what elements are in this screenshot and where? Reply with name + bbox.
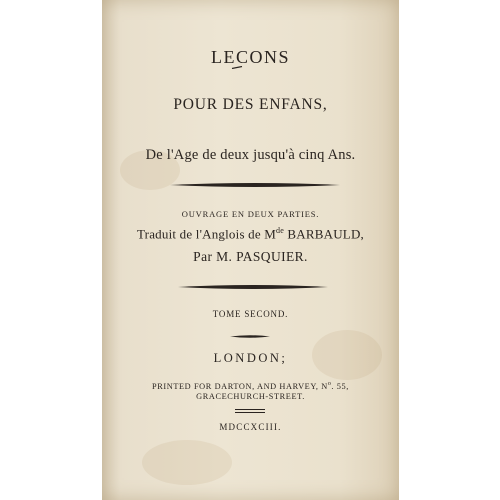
printer-number: . 55, (331, 381, 349, 391)
age-line: De l'Age de deux jusqu'à cinq Ans. (145, 147, 356, 163)
volume-line: TOME SECOND. (212, 309, 289, 319)
author-line: Par M. PASQUIER. (193, 249, 308, 264)
ornamental-rule (170, 181, 340, 189)
work-line: OUVRAGE EN DEUX PARTIES. (181, 209, 320, 219)
translator-prefix: Traduit de l'Anglois de M (137, 226, 277, 242)
book-title: LECONS (210, 47, 290, 67)
printer-superscript: o (327, 381, 332, 387)
ornamental-rule (178, 283, 328, 291)
translator-line (102, 227, 399, 240)
title-page (102, 0, 399, 500)
short-rule (230, 334, 270, 339)
place-line: LONDON; (213, 351, 288, 365)
printer-prefix: PRINTED FOR DARTON, AND HARVEY, N (152, 381, 328, 391)
paper-stain (142, 440, 232, 485)
translator-name: BARBAULD, (283, 226, 364, 242)
imprint-date: MDCCXCIII. (219, 422, 282, 432)
translator-superscript: de (276, 226, 284, 235)
cedilla-mark (231, 66, 243, 69)
double-rule (235, 408, 265, 414)
book-subtitle: POUR DES ENFANS, (173, 96, 328, 113)
street-line: GRACECHURCH-STREET. (196, 392, 305, 401)
printer-line (102, 381, 399, 391)
